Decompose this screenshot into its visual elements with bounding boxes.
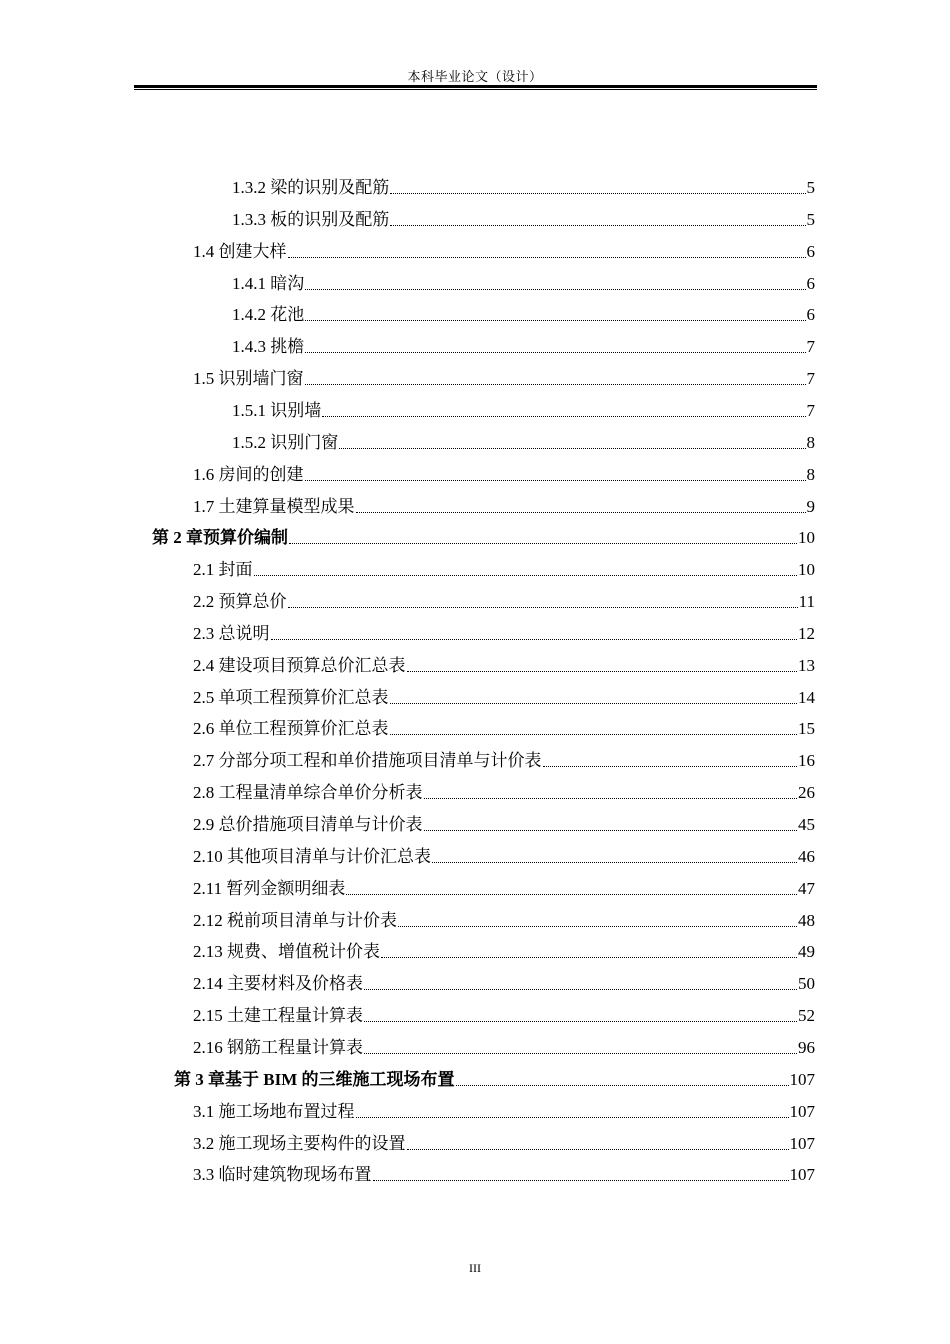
toc-entry-page: 16 <box>798 751 815 770</box>
toc-entry-page: 6 <box>806 274 815 293</box>
toc-entry[interactable] <box>232 427 815 453</box>
toc-entry-page: 15 <box>798 719 815 738</box>
toc-entry-page: 96 <box>798 1038 815 1057</box>
toc-leader-dots <box>390 703 798 704</box>
toc-entry[interactable] <box>193 1032 815 1058</box>
toc-entry-page: 7 <box>806 337 815 356</box>
toc-entry-label: 2.3 总说明 <box>193 624 270 643</box>
toc-entry[interactable] <box>193 491 815 517</box>
toc-leader-dots <box>390 225 805 226</box>
toc-entry[interactable] <box>193 1128 815 1154</box>
toc-entry-label: 2.10 其他项目清单与计价汇总表 <box>193 847 431 866</box>
toc-entry-label: 2.1 封面 <box>193 560 253 579</box>
toc-entry[interactable] <box>193 777 815 803</box>
header-title: 本科毕业论文（设计） <box>407 69 543 84</box>
toc-entry-label: 2.6 单位工程预算价汇总表 <box>193 719 389 738</box>
toc-leader-dots <box>305 384 806 385</box>
toc-leader-dots <box>289 543 797 544</box>
toc-entry[interactable] <box>193 936 815 962</box>
toc-entry-label: 2.16 钢筋工程量计算表 <box>193 1038 363 1057</box>
toc-entry-page: 12 <box>798 624 815 643</box>
toc-leader-dots <box>305 480 806 481</box>
toc-leader-dots <box>254 575 798 576</box>
toc-entry-label: 1.4.3 挑檐 <box>232 337 305 356</box>
toc-leader-dots <box>322 416 805 417</box>
toc-entry[interactable] <box>232 395 815 421</box>
toc-entry-label: 2.8 工程量清单综合单价分析表 <box>193 783 423 802</box>
toc-entry-page: 107 <box>789 1102 815 1121</box>
toc-leader-dots <box>339 448 805 449</box>
toc-leader-dots <box>381 957 797 958</box>
toc-entry[interactable] <box>193 873 815 899</box>
toc-entry[interactable] <box>193 682 815 708</box>
toc-entry-label: 第 2 章预算价编制 <box>152 528 288 547</box>
toc-leader-dots <box>271 639 798 640</box>
toc-entry-page: 10 <box>798 528 815 547</box>
toc-leader-dots <box>356 512 806 513</box>
toc-entry-label: 2.5 单项工程预算价汇总表 <box>193 688 389 707</box>
toc-entry-label: 3.1 施工场地布置过程 <box>193 1102 355 1121</box>
toc-entry-label: 2.11 暂列金额明细表 <box>193 879 346 898</box>
toc-entry-page: 14 <box>798 688 815 707</box>
toc-leader-dots <box>543 766 798 767</box>
toc-leader-dots <box>305 352 805 353</box>
toc-entry[interactable] <box>193 968 815 994</box>
toc-entry-label: 3.2 施工现场主要构件的设置 <box>193 1134 406 1153</box>
toc-leader-dots <box>398 926 797 927</box>
toc-entry-label: 1.6 房间的创建 <box>193 465 304 484</box>
toc-entry[interactable] <box>232 299 815 325</box>
toc-entry[interactable] <box>193 1159 815 1185</box>
toc-entry[interactable] <box>193 809 815 835</box>
toc-entry[interactable] <box>193 618 815 644</box>
toc-entry-label: 第 3 章基于 BIM 的三维施工现场布置 <box>174 1070 455 1089</box>
toc-entry[interactable] <box>193 459 815 485</box>
toc-entry[interactable] <box>193 236 815 262</box>
toc-entry-label: 1.3.2 梁的识别及配筋 <box>232 178 390 197</box>
toc-entry-page: 45 <box>798 815 815 834</box>
toc-entry-label: 2.2 预算总价 <box>193 592 287 611</box>
toc-entry-page: 9 <box>806 497 815 516</box>
toc-entry-page: 8 <box>806 433 815 452</box>
toc-entry[interactable] <box>174 1064 815 1090</box>
toc-entry-page: 26 <box>798 783 815 802</box>
toc-leader-dots <box>305 289 805 290</box>
toc-entry-page: 11 <box>798 592 815 611</box>
toc-entry-label: 1.4 创建大样 <box>193 242 287 261</box>
toc-entry-page: 107 <box>789 1165 815 1184</box>
toc-entry-label: 1.4.2 花池 <box>232 305 305 324</box>
toc-entry-label: 2.14 主要材料及价格表 <box>193 974 363 993</box>
toc-entry-page: 10 <box>798 560 815 579</box>
toc-entry[interactable] <box>193 586 815 612</box>
toc-entry-page: 46 <box>798 847 815 866</box>
toc-entry-label: 1.3.3 板的识别及配筋 <box>232 210 390 229</box>
toc-leader-dots <box>288 607 798 608</box>
toc-leader-dots <box>305 320 805 321</box>
toc-entry[interactable] <box>193 554 815 580</box>
toc-leader-dots <box>364 1053 797 1054</box>
toc-entry-page: 6 <box>806 305 815 324</box>
toc-entry-label: 1.5.2 识别门窗 <box>232 433 339 452</box>
toc-entry[interactable] <box>193 1096 815 1122</box>
toc-entry-label: 1.7 土建算量模型成果 <box>193 497 355 516</box>
toc-leader-dots <box>390 734 798 735</box>
toc-entry-page: 13 <box>798 656 815 675</box>
toc-entry-page: 5 <box>806 210 815 229</box>
toc-entry[interactable] <box>193 650 815 676</box>
toc-entry[interactable] <box>193 745 815 771</box>
toc-entry-page: 107 <box>789 1070 815 1089</box>
toc-entry[interactable] <box>232 268 815 294</box>
toc-entry-page: 49 <box>798 942 815 961</box>
toc-entry[interactable] <box>193 363 815 389</box>
toc-entry-label: 2.9 总价措施项目清单与计价表 <box>193 815 423 834</box>
toc-leader-dots <box>407 671 798 672</box>
toc-entry[interactable] <box>193 713 815 739</box>
toc-leader-dots <box>407 1149 789 1150</box>
page-number: III <box>469 1261 481 1275</box>
toc-entry-page: 7 <box>806 369 815 388</box>
toc-entry-label: 1.5.1 识别墙 <box>232 401 322 420</box>
toc-entry[interactable] <box>152 522 815 548</box>
toc-entry-page: 50 <box>798 974 815 993</box>
toc-entry-page: 7 <box>806 401 815 420</box>
toc-entry-page: 107 <box>789 1134 815 1153</box>
toc-entry[interactable] <box>232 331 815 357</box>
header-rule <box>134 85 817 88</box>
header-rule-thin <box>134 89 817 90</box>
toc-entry[interactable] <box>193 905 815 931</box>
toc-entry-label: 1.4.1 暗沟 <box>232 274 305 293</box>
toc-entry-label: 2.7 分部分项工程和单价措施项目清单与计价表 <box>193 751 542 770</box>
toc-entry-page: 48 <box>798 911 815 930</box>
toc-entry[interactable] <box>193 841 815 867</box>
toc-leader-dots <box>356 1117 789 1118</box>
toc-leader-dots <box>390 193 805 194</box>
toc-entry[interactable] <box>232 204 815 230</box>
toc-leader-dots <box>424 830 798 831</box>
toc-entry-page: 5 <box>806 178 815 197</box>
toc-leader-dots <box>364 1021 797 1022</box>
toc-entry[interactable] <box>193 1000 815 1026</box>
toc-entry-page: 47 <box>798 879 815 898</box>
toc-entry-label: 2.12 税前项目清单与计价表 <box>193 911 397 930</box>
toc-leader-dots <box>424 798 798 799</box>
toc-entry-label: 1.5 识别墙门窗 <box>193 369 304 388</box>
toc-entry[interactable] <box>232 172 815 198</box>
toc-entry-label: 3.3 临时建筑物现场布置 <box>193 1165 372 1184</box>
toc-entry-page: 52 <box>798 1006 815 1025</box>
toc-leader-dots <box>364 989 797 990</box>
toc-entry-label: 2.13 规费、增值税计价表 <box>193 942 380 961</box>
toc-leader-dots <box>288 257 806 258</box>
toc-entry-page: 6 <box>806 242 815 261</box>
toc-entry-label: 2.4 建设项目预算总价汇总表 <box>193 656 406 675</box>
toc-leader-dots <box>373 1180 789 1181</box>
toc-entry-label: 2.15 土建工程量计算表 <box>193 1006 363 1025</box>
toc-leader-dots <box>346 894 797 895</box>
toc-leader-dots <box>432 862 797 863</box>
toc-leader-dots <box>456 1085 789 1086</box>
toc-entry-page: 8 <box>806 465 815 484</box>
